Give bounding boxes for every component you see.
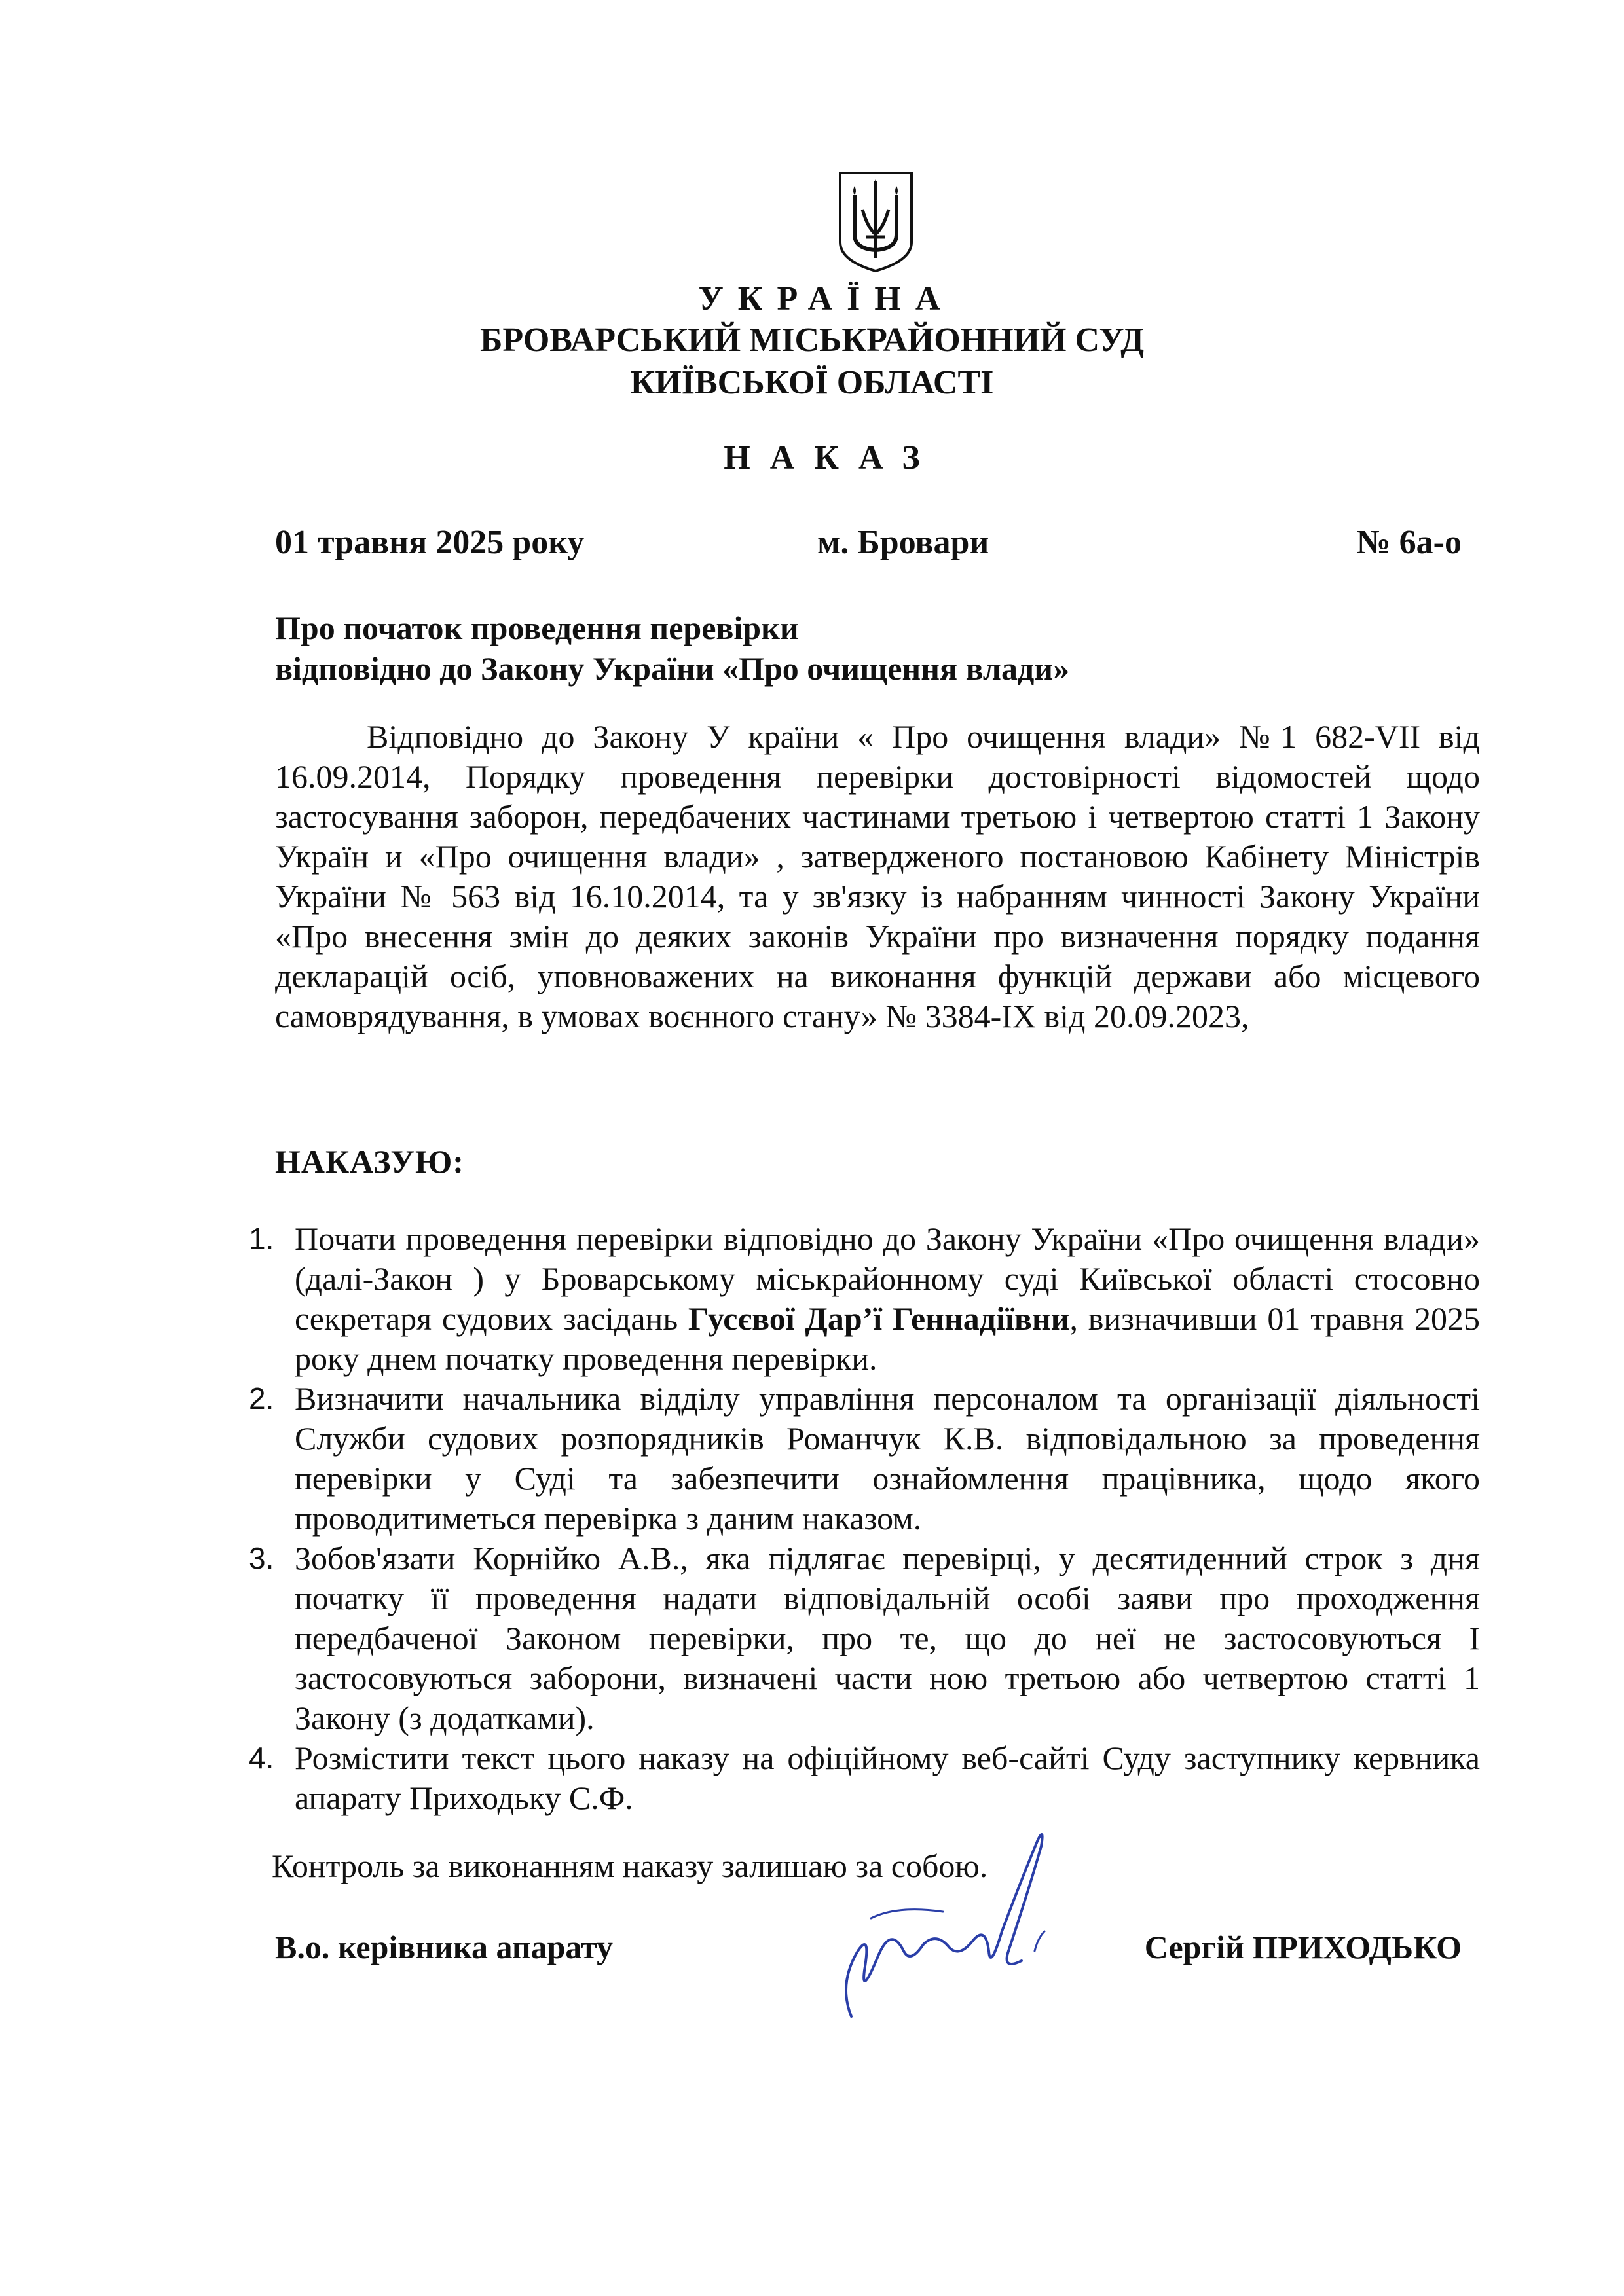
order-number: № 6а-о <box>1356 524 1462 561</box>
order-items-list <box>249 1219 1480 1818</box>
preamble-text: Відповідно до Закону У країни « Про очищення влади» №1 682-VII від 16.09.2014, Порядку проведення перевірки достовірності відомостей щодо застосування заборон, передбачених частинами третьою і четвертою статті 1 Закону Україн и «Про очищення влади» , затвердженого постановою Кабінету Міністрів України № 563 від 16.10.2014, та у зв'язку із набранням чинності Закону України «Про внесення змін до деяких законів України про визначення порядку подання декларацій осіб, уповноважених на виконання функцій держави або місцевого самоврядування, в умовах воєнного стану» № 3384-IX від 20.09.2023, <box>275 718 1480 1034</box>
item-number: 4. <box>249 1741 274 1775</box>
order-date: 01 травня 2025 року <box>275 524 585 561</box>
item-number: 3. <box>249 1541 274 1575</box>
subject-line2: відповідно до Закону України «Про очищення влади» <box>275 650 1070 687</box>
order-item-4 <box>249 1738 1480 1818</box>
court-name-line1: БРОВАРСЬКИЙ МІСЬКРАЙОННИЙ СУД <box>479 321 1145 359</box>
employee-name: Гусєвої Дар’ї Геннадіївни <box>688 1300 1070 1337</box>
order-item-1 <box>249 1219 1480 1379</box>
item-text: Визначити начальника відділу управління персоналом та організації діяльності Служби судових розпорядників Романчук К.В. відповідальною за проведення перевірки у Суді та забезпечити ознайомлення працівника, щодо якого проводитиметься перевірка з даним наказом. <box>295 1380 1480 1537</box>
preamble-paragraph <box>275 717 1480 1036</box>
handwritten-signature <box>812 1820 1061 2036</box>
trident-emblem-icon <box>835 169 917 274</box>
country-name: УКРАЇНА <box>698 280 955 318</box>
order-place: м. Бровари <box>817 524 989 561</box>
order-item-3 <box>249 1539 1480 1738</box>
document-type: НАКАЗ <box>724 439 940 477</box>
item-text-after: , визначивши 01 травня 2025 року днем початку проведення перевірки. <box>295 1300 1480 1377</box>
item-number: 2. <box>249 1381 274 1415</box>
control-statement: Контроль за виконанням наказу залишаю за собою. <box>272 1848 988 1884</box>
item-text: Зобов'язати Корнійко А.В., яка підлягає перевірці, у десятиденний строк з дня початку її проведення надати відповідальній особі заяви про проходження передбаченої Законом перевірки, про те, що до неї не застосовуються І застосовуються заборони, визначені части ною третьою або четвертою статті 1 Закону (з додатками). <box>295 1540 1480 1736</box>
order-item-2 <box>249 1379 1480 1539</box>
order-subject <box>275 608 1069 689</box>
subject-line1: Про початок проведення перевірки <box>275 610 799 646</box>
court-name-line2: КИЇВСЬКОЇ ОБЛАСТІ <box>630 364 994 401</box>
signatory-position: В.о. керівника апарату <box>275 1929 614 1965</box>
signatory-name: Сергій ПРИХОДЬКО <box>1144 1929 1462 1965</box>
item-number: 1. <box>249 1222 274 1256</box>
item-text-before: Почати проведення перевірки відповідно до Закону України «Про очищення влади» (далі-Закон ) у Броварському міськрайонному суді Київської області стосовно секретаря судових засідань <box>295 1220 1480 1337</box>
item-text: Розмістити текст цього наказу на офіційному веб-сайті Суду заступнику кервника апарату Приходьку С.Ф. <box>295 1740 1480 1816</box>
order-word: НАКАЗУЮ: <box>275 1143 464 1180</box>
